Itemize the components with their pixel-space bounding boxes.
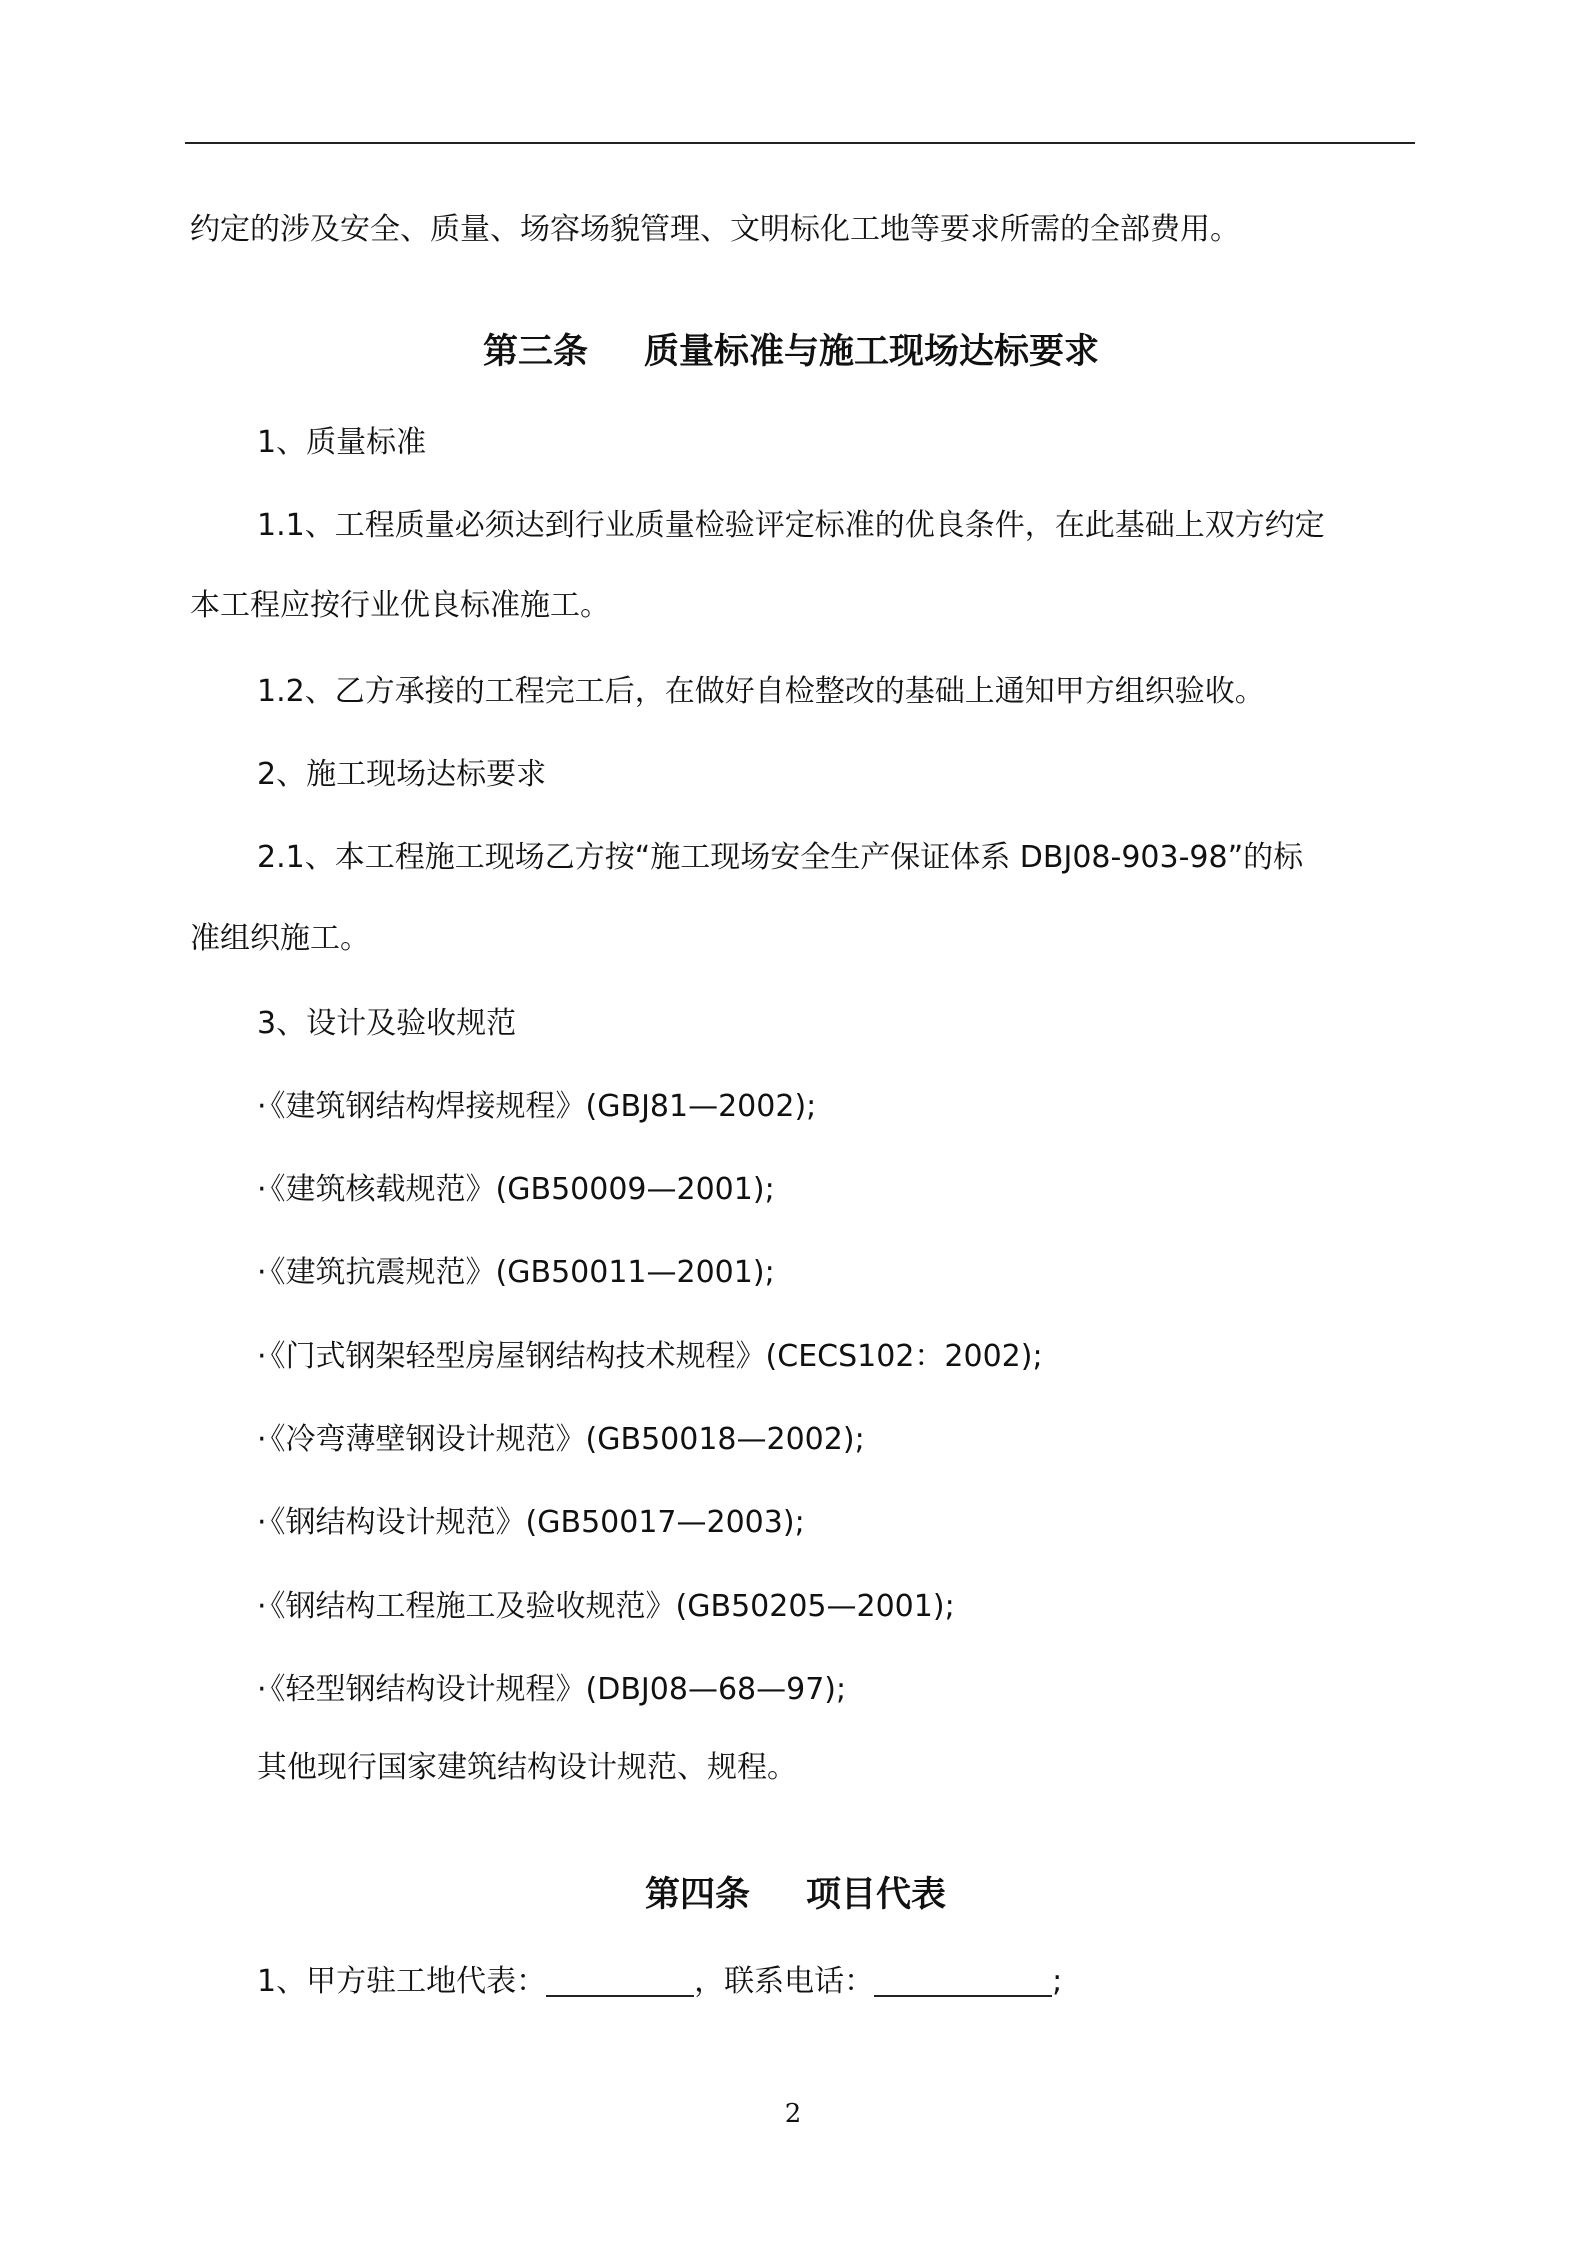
article-3-title: 质量标准与施工现场达标要求 xyxy=(644,332,1100,372)
standard-item: · 《钢结构工程施工及验收规范》(GB50205—2001); xyxy=(257,1589,955,1624)
header-rule xyxy=(185,142,1415,144)
standard-item: · 《建筑核载规范》(GB50009—2001); xyxy=(257,1172,775,1207)
other-standards-note: 其他现行国家建筑结构设计规范、规程。 xyxy=(257,1750,797,1785)
phone-blank xyxy=(874,1965,1052,1997)
article-3-number: 第三条 xyxy=(483,332,589,372)
bullet-dot: · xyxy=(257,1422,267,1457)
section-2-title: 2、施工现场达标要求 xyxy=(257,757,547,792)
standard-item: · 《门式钢架轻型房屋钢结构技术规程》(CECS102：2002); xyxy=(257,1339,1043,1374)
article-3-heading xyxy=(483,330,1099,374)
standard-item: · 《冷弯薄壁钢设计规范》(GB50018—2002); xyxy=(257,1422,865,1457)
phone-label: ，联系电话： xyxy=(694,1964,875,1999)
representative-blank xyxy=(546,1965,694,1997)
paragraph-1-2: 1.2、乙方承接的工程完工后，在做好自检整改的基础上通知甲方组织验收。 xyxy=(257,674,1265,709)
intro-line: 约定的涉及安全、质量、场容场貌管理、文明标化工地等要求所需的全部费用。 xyxy=(190,212,1240,247)
paragraph-1-1-line-1: 1.1、工程质量必须达到行业质量检验评定标准的优良条件，在此基础上双方约定 xyxy=(257,508,1325,543)
paragraph-2-1-line-2: 准组织施工。 xyxy=(190,921,370,956)
standard-item: · 《钢结构设计规范》(GB50017—2003); xyxy=(257,1505,805,1540)
line-end: ; xyxy=(1052,1964,1063,1999)
section-1-title: 1、质量标准 xyxy=(257,425,427,460)
page-number: 2 xyxy=(784,2099,802,2129)
standard-item: · 《建筑抗震规范》(GB50011—2001); xyxy=(257,1255,775,1290)
bullet-dot: · xyxy=(257,1172,267,1207)
bullet-dot: · xyxy=(257,1339,267,1374)
section-3-title: 3、设计及验收规范 xyxy=(257,1006,517,1041)
article-4-title: 项目代表 xyxy=(806,1875,947,1915)
paragraph-1-1-line-2: 本工程应按行业优良标准施工。 xyxy=(190,588,610,623)
bullet-dot: · xyxy=(257,1589,267,1624)
article-4-heading xyxy=(645,1873,946,1917)
representative-line xyxy=(257,1962,1062,2002)
bullet-dot: · xyxy=(257,1089,267,1124)
bullet-dot: · xyxy=(257,1505,267,1540)
bullet-dot: · xyxy=(257,1672,267,1707)
representative-label: 1、甲方驻工地代表： xyxy=(257,1964,547,1999)
standard-item: · 《建筑钢结构焊接规程》(GBJ81—2002); xyxy=(257,1089,817,1124)
bullet-dot: · xyxy=(257,1255,267,1290)
paragraph-2-1-line-1: 2.1、本工程施工现场乙方按“施工现场安全生产保证体系 DBJ08-903-98”的标 xyxy=(257,840,1304,875)
article-4-number: 第四条 xyxy=(645,1875,751,1915)
standard-item: · 《轻型钢结构设计规程》(DBJ08—68—97); xyxy=(257,1672,847,1707)
